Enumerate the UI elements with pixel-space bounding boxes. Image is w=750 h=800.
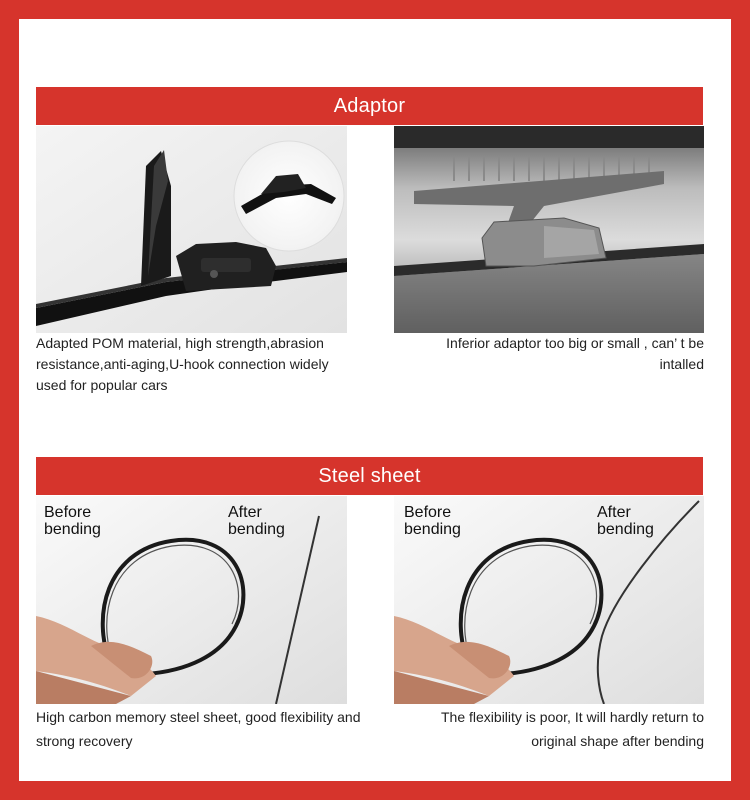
adaptor-title: Adaptor [333,94,406,117]
steel-banner [36,457,703,495]
steel-bad-caption: The flexibility is poor, It will hardly return to original shape after bending [441,709,704,749]
adaptor-good-image [36,126,347,333]
steel-bad-after-label: After bending [597,504,654,538]
adaptor-good-caption: Adapted POM material, high strength,abrasion resistance,anti-aging,U-hook connection widely used for popular cars [36,335,329,393]
content-canvas [19,19,731,781]
steel-good-before-label: Before bending [44,504,101,538]
steel-good-after-label: After bending [228,504,285,538]
adaptor-bad-image [394,126,704,333]
adaptor-banner [36,87,703,125]
steel-title: Steel sheet [318,464,421,487]
steel-bad-before-label: Before bending [404,504,461,538]
steel-good-caption: High carbon memory steel sheet, good flexibility and strong recovery [36,709,361,749]
adaptor-bad-caption: Inferior adaptor too big or small , can’ t be intalled [446,335,704,372]
